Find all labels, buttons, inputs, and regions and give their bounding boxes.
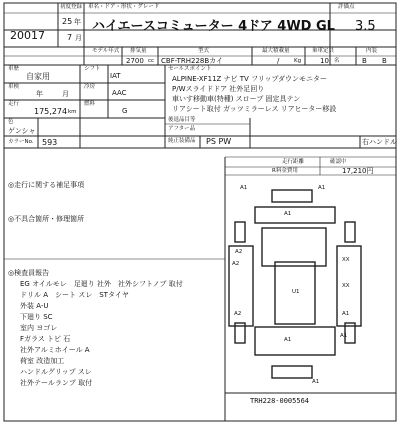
first-registration-label: 初度登録 (60, 4, 83, 10)
color-value: ゲンシャ (8, 127, 36, 135)
fuel-label: 燃料 (84, 101, 96, 107)
inspector-line: EG オイルモレ 足廻り 社外 社外シフトノブ 取付 (20, 280, 183, 288)
spec-label-capacity: 乗車定員 (312, 48, 335, 54)
damage-mark: A2 (232, 261, 240, 267)
score-label: 評価点 (338, 4, 355, 10)
exterior-score: B (382, 57, 387, 65)
inspector-line: 室内 ヨゴレ (20, 324, 58, 332)
defect-notes-heading: ◎不具合箇所・修理箇所 (8, 215, 85, 223)
inspection-label: 車検 (8, 84, 20, 90)
mileage-certificate-value: 確認中 (330, 159, 347, 165)
lot-number: 20017 (10, 29, 45, 42)
inspector-line: 荷室 改造加工 (20, 357, 65, 365)
inspector-line: ハンドルグリップ スレ (20, 368, 92, 376)
selling-points-label: セールスポイント (168, 66, 212, 72)
damage-mark: A2 (234, 311, 242, 317)
inspection-year: 年 (36, 90, 43, 98)
capacity-value: 10 (320, 57, 329, 65)
displacement-unit: cc (148, 58, 155, 64)
spec-label-load: 最大積載量 (262, 48, 290, 54)
damage-mark: XX (342, 257, 350, 263)
inspection-month: 月 (62, 90, 69, 98)
inspector-line: 下廻り SC (20, 313, 53, 321)
load-dash: / (277, 57, 280, 65)
inspector-line: Fガラス トビ 石 (20, 335, 71, 343)
history-value: 自家用 (26, 72, 50, 81)
registration-month: 7 (67, 33, 73, 42)
displacement-value: 2700 (126, 57, 144, 65)
damage-mark: A1 (240, 185, 248, 191)
interior-score: B (362, 57, 367, 65)
registration-year-unit: 年 (74, 18, 81, 26)
mileage-value: 175,274 (34, 107, 68, 116)
genuine-equipment-value: PS PW (206, 137, 232, 146)
registration-year: 25 (62, 17, 73, 26)
vin-number: TRH228-0005564 (250, 397, 310, 405)
inspector-line: 社外テールランプ 取付 (20, 379, 93, 387)
mileage-label: 走行 (8, 101, 20, 107)
inspector-line: 外装 A-U (20, 302, 49, 310)
repair-cost-value: 17,210円 (342, 167, 374, 175)
shift-label: シフト (84, 66, 101, 72)
model-code: CBF-TRH228Bカイ (161, 57, 223, 65)
capacity-unit: 名 (334, 58, 340, 64)
ac-label: 冷房 (84, 84, 96, 90)
fuel-value: G (122, 107, 128, 115)
mileage-unit: km (68, 109, 77, 115)
car-model-label: 車名・ドア・形状・グレード (88, 4, 160, 10)
spec-label-interior: 内装 (366, 48, 378, 54)
aftermarket-sub-label: アフター品 (168, 126, 196, 132)
color-number-label: カラーNo. (8, 139, 34, 145)
damage-mark: A1 (284, 337, 292, 343)
car-name: ハイエースコミューター 4ドア 4WD GL (92, 19, 335, 34)
ac-value: AAC (112, 89, 127, 97)
damage-mark: XX (342, 283, 350, 289)
damage-mark: A1 (284, 211, 292, 217)
damage-mark: A1 (340, 333, 348, 339)
inspector-line: ドリル A シート スレ STタイヤ (20, 291, 129, 299)
spec-label-model-code: 型式 (198, 48, 210, 54)
mileage-certificate-label: 走行距離 (282, 159, 305, 165)
spec-label-model-year: モデル年式 (92, 48, 120, 54)
load-unit: Kg (294, 58, 302, 64)
selling-point-line-2: P/Wスライドドア 社外足回り (172, 85, 265, 93)
spec-label-displacement: 排気量 (130, 48, 147, 54)
damage-mark: A1 (342, 311, 350, 317)
damage-mark: U1 (292, 289, 300, 295)
inspector-report-heading: ◎検査員報告 (8, 269, 50, 277)
inspector-line: 社外アルミホイール A (20, 346, 90, 354)
overall-score: 3.5 (355, 19, 376, 34)
selling-point-line-3: 車いす移動車(特種) スロープ 固定具テン (172, 95, 301, 103)
damage-mark: A1 (318, 185, 326, 191)
selling-point-line-4: リアシート取付 ガッツミラーレス リアヒーター移設 (172, 105, 337, 113)
driving-notes-heading: ◎走行に関する補足事項 (8, 181, 85, 189)
selling-point-line-1: ALPINE-XF11Z ナビ TV フリップダウンモニター (172, 75, 328, 83)
shift-value: IAT (110, 72, 121, 80)
color-label: 色 (8, 119, 14, 125)
registration-month-unit: 月 (75, 34, 82, 42)
damage-mark: A1 (312, 379, 320, 385)
aftermarket-label: 後退品目等 (168, 117, 196, 123)
repair-cost-label: R料金費用 (272, 168, 298, 174)
steering-value: 右ハンドル (362, 138, 397, 146)
genuine-equipment-label: 純正装備品 (168, 138, 196, 144)
damage-mark: A2 (235, 249, 243, 255)
history-label: 車歴 (8, 66, 20, 72)
color-number-value: 593 (42, 138, 58, 147)
